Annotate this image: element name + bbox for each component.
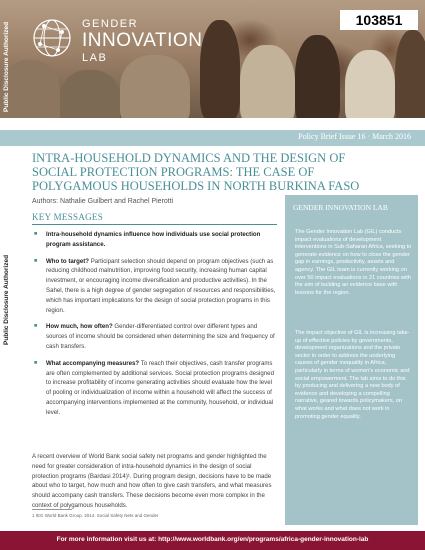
footer-bar <box>0 531 425 550</box>
sidebar-heading: GENDER INNOVATION LAB <box>293 203 388 212</box>
document-number: 103851 <box>340 10 418 30</box>
photo-figure <box>200 20 240 118</box>
policy-brief-strip <box>0 130 425 146</box>
photo-figure <box>240 45 295 118</box>
key-messages-heading: KEY MESSAGES <box>32 212 104 222</box>
authors: Authors: Nathalie Guilbert and Rachel Pierotti <box>32 198 174 205</box>
gil-sidebar <box>285 195 418 525</box>
photo-figure <box>395 30 425 118</box>
key-message-text: Gender-differentiated control over different types and sources of income should be considered when determining the size and frequency of cash transfers. <box>46 323 275 350</box>
footer-info-link[interactable]: For more information visit us at: http://www.worldbank.org/en/programs/africa-gender-innovation-lab <box>56 536 369 543</box>
key-message-lead: Who to target? <box>46 257 89 265</box>
key-message-lead: Intra-household dynamics influence how individuals use social protection program assistance. <box>46 231 261 248</box>
sidebar-paragraph-2: The impact objective of GIL is increasing take-up of effective policies by governments, development organizations and the private sector in order to address the underlying causes of gender inequality in Africa, particularly in terms of women's economic and social empowerment. The lab aims to do this by producing and delivering a new body of evidence and developing a compelling narrative, geared towards policymakers, on what works and what does not work in promoting gender equality. <box>295 330 410 420</box>
globe-network-icon <box>30 16 74 60</box>
photo-figure <box>295 35 340 118</box>
photo-figure <box>60 70 120 118</box>
photo-figure <box>345 50 395 118</box>
key-message-lead: What accompanying measures? <box>46 359 140 367</box>
key-message-lead: How much, how often? <box>46 323 113 331</box>
logo-text-lab: LAB <box>82 52 108 64</box>
disclosure-label-top: Public Disclosure Authorized <box>3 21 10 112</box>
key-message-text: Participant selection should depend on program objectives (such as reducing childhood malnutrition, improving food security, increasing human capital investment, or encouraging income diversification and productive activities). In the Sahel, there is a high degree of gender segregation of resources and responsibilities, which has important implications for the design of social protection programs in this region. <box>46 257 276 314</box>
list-item <box>34 257 277 316</box>
footnote-divider <box>32 509 72 510</box>
gender-innovation-lab-logo <box>30 10 203 70</box>
logo-text-gender: GENDER <box>82 18 139 30</box>
logo-text-innovation: INNOVATION <box>82 30 203 51</box>
header-photo <box>0 0 425 118</box>
footnote: 1 IEG World Bank Group. 2014. Social Safety Nets and Gender <box>32 513 159 518</box>
list-item <box>34 359 277 418</box>
sidebar-paragraph-1: The Gender Innovation Lab (GIL) conducts impact evaluations of development interventions in Sub-Saharan Africa, seeking to generate evidence on how to close the gender gap in earnings, productivity, assets and agency. The GIL team is currently working on over 50 impact evaluations in 21 countries with the aim of building an evidence base with lessons for the region. <box>295 229 412 296</box>
policy-brief-issue: Policy Brief Issue 16 · March 2016 <box>298 132 411 141</box>
disclosure-label-side: Public Disclosure Authorized <box>3 254 10 345</box>
list-item <box>34 322 277 351</box>
list-item <box>34 230 277 250</box>
page-title: INTRA-HOUSEHOLD DYNAMICS AND THE DESIGN OF SOCIAL PROTECTION PROGRAMS: THE CASE OF POLYGAMOUS HOUSEHOLDS IN NORTH BURKINA FASO <box>32 151 360 193</box>
key-message-text: To reach their objectives, cash transfer programs are often complemented by additional services. Social protection programs designed to increase profitability of income generating activities should evaluate how the level of pooling or individualization of income within a household will affect the success of accompanying interventions implemented at the community, household, or individual level. <box>46 359 274 416</box>
key-messages-divider <box>32 224 277 225</box>
intro-paragraph: A recent overview of World Bank social safety net programs and gender highlighted the need for greater consideration of intra-household dynamics in the design of social protection programs (Bardasi 2014)¹. During program design, decisions have to be made about who to target, how much and how often to give cash transfers, and what measures should accompany cash transfers. These decisions become even more complex in the context of polygamous households. <box>32 453 272 509</box>
key-messages-list <box>34 230 277 425</box>
